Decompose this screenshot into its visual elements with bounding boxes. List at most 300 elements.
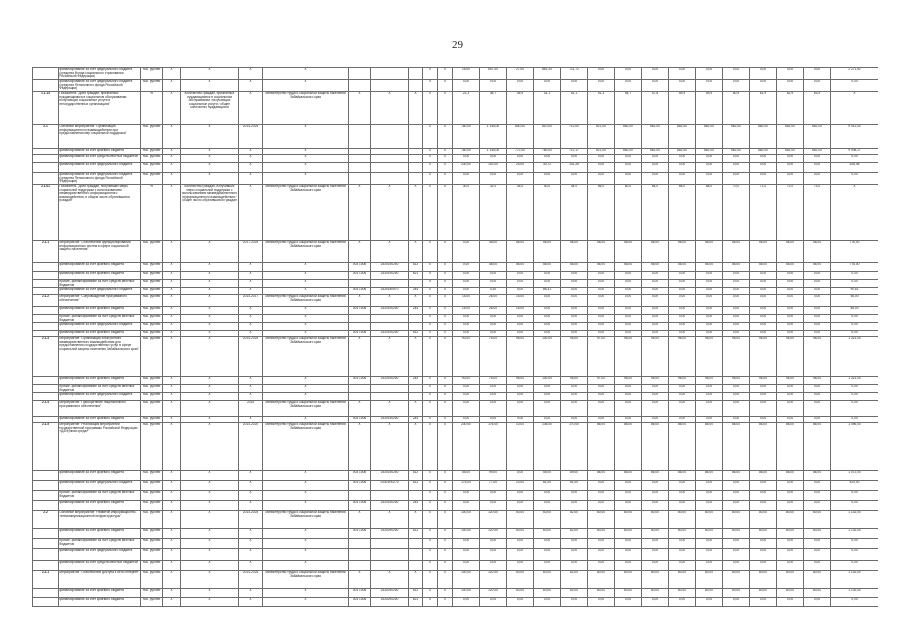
table-cell bbox=[263, 501, 349, 511]
table-cell bbox=[59, 295, 141, 307]
year-value: 82,00 bbox=[570, 511, 578, 514]
table-cell bbox=[561, 92, 588, 125]
table-cell bbox=[831, 561, 879, 571]
table-cell bbox=[263, 173, 349, 185]
formula-marker: Х bbox=[170, 68, 173, 71]
table-cell bbox=[349, 511, 371, 529]
table-cell bbox=[59, 337, 141, 377]
year-value: 51,1 bbox=[570, 92, 578, 95]
year-value: 0,00 bbox=[597, 173, 605, 176]
row-unit: % bbox=[150, 185, 153, 188]
table-cell bbox=[371, 173, 409, 185]
table-cell bbox=[33, 173, 59, 185]
table-cell bbox=[750, 377, 777, 385]
year-value: 80,00 bbox=[705, 511, 713, 514]
table-cell bbox=[723, 173, 750, 185]
year-value: 86,31 bbox=[543, 288, 551, 291]
table-cell bbox=[480, 155, 507, 163]
year-value: 0,00 bbox=[786, 501, 794, 504]
year-value: 682,00 bbox=[704, 149, 714, 152]
table-cell bbox=[831, 125, 879, 149]
executor-cell: Х bbox=[304, 385, 307, 388]
year-value: 80,00 bbox=[732, 529, 740, 532]
year-value: 95,00 bbox=[570, 377, 578, 380]
table-cell bbox=[181, 549, 239, 561]
kbk-expense-type: 244 bbox=[412, 417, 419, 420]
table-cell bbox=[59, 481, 141, 491]
row-unit: тыс. рублей bbox=[142, 80, 161, 83]
period-cell: 2014-2025 bbox=[242, 125, 259, 128]
kbk-section: 003 1006 bbox=[352, 481, 367, 484]
table-cell bbox=[480, 529, 507, 539]
year-value: 80,00 bbox=[759, 589, 767, 592]
table-cell bbox=[33, 68, 59, 80]
year-value: 0,00 bbox=[678, 323, 686, 326]
table-cell bbox=[349, 401, 371, 417]
table-row bbox=[33, 80, 879, 92]
table-cell bbox=[669, 539, 696, 549]
year-value: 0,00 bbox=[759, 163, 767, 166]
year-value: 80,00 bbox=[651, 511, 659, 514]
year-value: 0,00 bbox=[651, 323, 659, 326]
table-cell bbox=[588, 423, 615, 471]
year-value: 0,00 bbox=[786, 323, 794, 326]
table-cell bbox=[181, 272, 239, 280]
table-cell bbox=[263, 80, 349, 92]
total-value: 424,00 bbox=[849, 481, 860, 484]
year-value: 120,00 bbox=[488, 571, 498, 574]
year-value: 80,00 bbox=[759, 571, 767, 574]
year-value: 56,00 bbox=[624, 241, 632, 244]
table-cell bbox=[561, 280, 588, 288]
executor-cell: Министерство труда и социальной защиты населения Забайкальского края bbox=[265, 337, 346, 344]
row-number bbox=[33, 80, 58, 91]
row-unit: тыс. рублей bbox=[142, 549, 161, 552]
year-value: 0,00 bbox=[705, 417, 713, 420]
table-cell bbox=[239, 561, 263, 571]
table-cell bbox=[181, 68, 239, 80]
table-cell bbox=[409, 481, 423, 491]
kbk-expense-type: 612 bbox=[412, 589, 419, 592]
row-unit: тыс. рублей bbox=[142, 125, 161, 128]
table-cell bbox=[507, 481, 534, 491]
year-value: 0,00 bbox=[489, 80, 497, 83]
year-value: 96,00 bbox=[786, 337, 794, 340]
table-cell bbox=[723, 272, 750, 280]
table-cell bbox=[696, 241, 723, 263]
table-cell bbox=[750, 288, 777, 295]
table-cell bbox=[349, 241, 371, 263]
table-cell bbox=[588, 377, 615, 385]
year-value: 0,00 bbox=[624, 393, 632, 396]
table-cell bbox=[239, 272, 263, 280]
total-value: 1 321,00 bbox=[848, 337, 861, 340]
indicator-method: Х bbox=[208, 307, 211, 310]
table-cell bbox=[561, 589, 588, 598]
formula-marker: Х bbox=[170, 272, 173, 275]
year-value: 59,9 bbox=[705, 92, 713, 95]
year-value: 0,00 bbox=[705, 315, 713, 318]
formula-marker: Х bbox=[170, 511, 173, 514]
table-cell bbox=[409, 539, 423, 549]
table-cell bbox=[588, 173, 615, 185]
table-cell bbox=[453, 337, 480, 377]
table-cell bbox=[163, 288, 181, 295]
row-number: 2.1.5 bbox=[41, 423, 50, 426]
table-cell bbox=[777, 173, 804, 185]
indicator-method: Х bbox=[208, 393, 211, 396]
table-cell bbox=[642, 80, 669, 92]
table-cell bbox=[615, 471, 642, 481]
year-value: 96,00 bbox=[516, 337, 524, 340]
table-cell bbox=[804, 511, 831, 529]
year-value: 0,00 bbox=[732, 173, 740, 176]
year-value: 96,00 bbox=[813, 337, 821, 340]
table-cell bbox=[507, 125, 534, 149]
row-name: прочие, финансирование за счет средств местных бюджетов bbox=[59, 315, 135, 322]
year-value: 0,00 bbox=[489, 393, 497, 396]
year-value: 0,00 bbox=[516, 331, 524, 334]
table-cell bbox=[349, 471, 371, 481]
table-cell bbox=[163, 163, 181, 173]
kbk-expense-type: 612 bbox=[412, 263, 419, 266]
year-value: 0,00 bbox=[759, 549, 767, 552]
year-value: 0,00 bbox=[597, 272, 605, 275]
table-cell bbox=[615, 263, 642, 272]
row-number bbox=[33, 68, 58, 79]
table-cell bbox=[263, 393, 349, 401]
kbk-section: Х bbox=[358, 92, 361, 95]
marker-cell: Х bbox=[443, 295, 447, 298]
kbk-expense-type: 244 bbox=[412, 288, 419, 291]
kbk-expense-type bbox=[409, 80, 422, 91]
table-cell bbox=[163, 323, 181, 331]
table-cell bbox=[507, 571, 534, 589]
executor-cell: Х bbox=[304, 173, 307, 176]
year-value: 0,00 bbox=[570, 417, 578, 420]
kbk-expense-type: 612 bbox=[412, 529, 419, 532]
year-value: 0,00 bbox=[732, 385, 740, 388]
table-cell bbox=[561, 155, 588, 163]
year-value: 682,00 bbox=[758, 149, 768, 152]
table-cell bbox=[349, 125, 371, 149]
year-value: 90,00 bbox=[462, 337, 470, 340]
year-value: 0,00 bbox=[543, 272, 551, 275]
year-value: 0,00 bbox=[759, 561, 767, 564]
year-value: 0,00 bbox=[813, 315, 821, 318]
total-value: 1 321,00 bbox=[848, 377, 861, 380]
table-cell bbox=[163, 471, 181, 481]
table-cell bbox=[423, 539, 438, 549]
table-cell bbox=[723, 571, 750, 589]
table-cell bbox=[615, 315, 642, 323]
row-unit: тыс. рублей bbox=[142, 337, 161, 340]
table-cell bbox=[507, 163, 534, 173]
table-cell bbox=[615, 589, 642, 598]
kbk-section: 003 1006 bbox=[352, 501, 367, 504]
table-cell bbox=[409, 173, 423, 185]
table-cell bbox=[750, 471, 777, 481]
total-value: 0,00 bbox=[851, 549, 858, 552]
table-cell bbox=[561, 337, 588, 377]
year-value: 0,00 bbox=[462, 501, 470, 504]
row-unit: тыс. рублей bbox=[142, 539, 161, 542]
executor-cell: Х bbox=[304, 280, 307, 283]
year-value: 0,00 bbox=[597, 417, 605, 420]
kbk-section bbox=[349, 323, 370, 330]
marker-cell: Х bbox=[443, 149, 447, 152]
year-value: 0,00 bbox=[543, 307, 551, 310]
year-value: 0,00 bbox=[732, 80, 740, 83]
table-cell bbox=[642, 68, 669, 80]
table-cell bbox=[181, 539, 239, 549]
table-cell bbox=[750, 393, 777, 401]
row-unit: тыс. рублей bbox=[142, 377, 161, 380]
table-cell bbox=[33, 163, 59, 173]
period-cell: Х bbox=[249, 539, 252, 542]
year-value: 86,00 bbox=[813, 471, 821, 474]
year-value: 0,00 bbox=[786, 307, 794, 310]
table-cell bbox=[615, 481, 642, 491]
year-value: 682,00 bbox=[812, 149, 822, 152]
table-cell bbox=[750, 571, 777, 589]
formula-marker: Х bbox=[170, 401, 173, 404]
table-cell bbox=[239, 401, 263, 417]
executor-cell: Х bbox=[304, 501, 307, 504]
table-cell bbox=[561, 471, 588, 481]
year-value: 0,00 bbox=[813, 280, 821, 283]
table-cell bbox=[181, 280, 239, 288]
table-cell bbox=[453, 263, 480, 272]
year-value: 120,00 bbox=[488, 529, 498, 532]
table-cell bbox=[163, 529, 181, 539]
table-cell bbox=[588, 125, 615, 149]
year-value: 682,00 bbox=[650, 149, 660, 152]
table-cell bbox=[804, 423, 831, 471]
table-cell bbox=[561, 561, 588, 571]
table-cell bbox=[534, 589, 561, 598]
executor-cell: Х bbox=[304, 491, 307, 494]
row-name: Мероприятие "Организация электронного межведомственного взаимодействия для предоставления государственных услуг в сфере социальной защиты населения Забайкальского края" bbox=[59, 337, 139, 351]
table-cell bbox=[831, 549, 879, 561]
year-value: 51,3 bbox=[597, 92, 605, 95]
kbk-section bbox=[349, 385, 370, 392]
table-cell bbox=[453, 589, 480, 598]
table-cell bbox=[371, 529, 409, 539]
table-row bbox=[33, 295, 879, 307]
period-cell: Х bbox=[249, 323, 252, 326]
table-cell bbox=[33, 377, 59, 385]
table-cell bbox=[59, 163, 141, 173]
table-cell bbox=[480, 163, 507, 173]
year-value: 0,00 bbox=[705, 401, 713, 404]
table-cell bbox=[453, 423, 480, 471]
year-value: 86,00 bbox=[732, 423, 740, 426]
table-cell bbox=[409, 68, 423, 80]
year-value: 86,00 bbox=[759, 471, 767, 474]
total-value: 90,61 bbox=[850, 288, 859, 291]
table-cell bbox=[723, 125, 750, 149]
table-cell bbox=[239, 511, 263, 529]
table-cell bbox=[804, 68, 831, 80]
table-cell bbox=[33, 571, 59, 589]
year-value: 0,00 bbox=[705, 598, 713, 601]
table-cell bbox=[409, 280, 423, 288]
table-cell bbox=[453, 295, 480, 307]
marker-cell: Х bbox=[443, 385, 447, 388]
period-cell: Х bbox=[249, 598, 252, 601]
table-cell bbox=[59, 501, 141, 511]
table-cell bbox=[750, 163, 777, 173]
table-cell bbox=[141, 92, 163, 125]
kbk-expense-type: 612 bbox=[412, 331, 419, 334]
table-cell bbox=[141, 511, 163, 529]
row-number bbox=[33, 155, 58, 162]
indicator-method: Х bbox=[208, 529, 211, 532]
formula-marker: Х bbox=[170, 529, 173, 532]
year-value: 0,00 bbox=[462, 417, 470, 420]
year-value: 0,00 bbox=[516, 173, 524, 176]
table-cell bbox=[263, 272, 349, 280]
year-value: 682,00 bbox=[677, 149, 687, 152]
year-value: 120,00 bbox=[488, 589, 498, 592]
year-value: 0,00 bbox=[462, 323, 470, 326]
table-cell bbox=[453, 307, 480, 315]
formula-marker: Х bbox=[170, 149, 173, 152]
marker-cell: Х bbox=[443, 561, 447, 564]
table-cell bbox=[59, 288, 141, 295]
year-value: 56,00 bbox=[705, 241, 713, 244]
table-cell bbox=[349, 423, 371, 471]
table-cell bbox=[181, 155, 239, 163]
formula-marker: Х bbox=[170, 561, 173, 564]
indicator-method: Х bbox=[208, 323, 211, 326]
year-value: 0,00 bbox=[543, 323, 551, 326]
table-cell bbox=[588, 315, 615, 323]
kbk-section: Х bbox=[358, 423, 361, 426]
year-value: 0,00 bbox=[570, 323, 578, 326]
table-cell bbox=[723, 377, 750, 385]
year-value: 86,00 bbox=[651, 471, 659, 474]
table-cell bbox=[453, 561, 480, 571]
table-cell bbox=[263, 288, 349, 295]
table-cell bbox=[750, 155, 777, 163]
table-cell bbox=[750, 385, 777, 393]
table-cell bbox=[438, 549, 453, 561]
table-cell bbox=[480, 92, 507, 125]
table-cell bbox=[141, 295, 163, 307]
table-cell bbox=[507, 280, 534, 288]
table-cell bbox=[588, 393, 615, 401]
year-value: 56,00 bbox=[543, 263, 551, 266]
table-cell bbox=[480, 288, 507, 295]
table-cell bbox=[349, 68, 371, 80]
year-value: 0,00 bbox=[570, 80, 578, 83]
table-cell bbox=[561, 173, 588, 185]
table-cell bbox=[696, 471, 723, 481]
table-cell bbox=[181, 393, 239, 401]
kbk-section bbox=[349, 163, 370, 172]
row-number bbox=[33, 272, 58, 279]
year-value: 26,00 bbox=[489, 307, 497, 310]
table-row bbox=[33, 377, 879, 385]
year-value: 102,00 bbox=[488, 163, 498, 166]
year-value: 682,00 bbox=[677, 125, 687, 128]
table-cell bbox=[438, 481, 453, 491]
kbk-section: 003 1006 bbox=[352, 288, 367, 291]
period-cell: Х bbox=[249, 173, 252, 176]
year-value: 0,00 bbox=[651, 549, 659, 552]
table-cell bbox=[33, 323, 59, 331]
year-value: 96,00 bbox=[678, 377, 686, 380]
year-value: 0,00 bbox=[732, 272, 740, 275]
table-cell bbox=[696, 80, 723, 92]
year-value: 99,00 bbox=[489, 471, 497, 474]
kbk-expense-type bbox=[409, 539, 422, 548]
executor-cell: Х bbox=[304, 323, 307, 326]
kbk-target-article: 2430290250 bbox=[380, 598, 399, 601]
kbk-expense-type: Х bbox=[414, 295, 417, 298]
year-value: 82,00 bbox=[570, 571, 578, 574]
year-value: 0,00 bbox=[651, 385, 659, 388]
table-cell bbox=[438, 125, 453, 149]
table-cell bbox=[777, 571, 804, 589]
marker-cell: Х bbox=[428, 511, 432, 514]
marker-cell: Х bbox=[443, 417, 447, 420]
table-cell bbox=[777, 481, 804, 491]
row-unit: тыс. рублей bbox=[142, 263, 161, 266]
table-row bbox=[33, 163, 879, 173]
table-cell bbox=[163, 549, 181, 561]
table-cell bbox=[831, 529, 879, 539]
table-cell bbox=[831, 491, 879, 501]
table-cell bbox=[561, 549, 588, 561]
year-value: 0,00 bbox=[759, 598, 767, 601]
table-cell bbox=[263, 68, 349, 80]
table-cell bbox=[831, 173, 879, 185]
year-value: 56,00 bbox=[570, 241, 578, 244]
year-value: 0,00 bbox=[543, 561, 551, 564]
table-cell bbox=[423, 155, 438, 163]
kbk-expense-type bbox=[409, 125, 422, 148]
table-cell bbox=[371, 272, 409, 280]
table-cell bbox=[438, 598, 453, 607]
table-cell bbox=[371, 288, 409, 295]
row-unit: тыс. рублей bbox=[142, 331, 161, 334]
table-cell bbox=[33, 539, 59, 549]
row-name: финансирование за счет краевого бюджета bbox=[59, 149, 124, 152]
table-cell bbox=[438, 68, 453, 80]
marker-cell: Х bbox=[428, 471, 432, 474]
table-cell bbox=[696, 529, 723, 539]
table-cell bbox=[507, 337, 534, 377]
table-cell bbox=[181, 241, 239, 263]
table-cell bbox=[371, 307, 409, 315]
row-unit: тыс. рублей bbox=[142, 385, 161, 388]
table-cell bbox=[239, 377, 263, 385]
table-cell bbox=[33, 80, 59, 92]
year-value: 30,0 bbox=[462, 185, 470, 188]
table-cell bbox=[669, 185, 696, 241]
year-value: 80,00 bbox=[597, 511, 605, 514]
year-value: 0,00 bbox=[759, 315, 767, 318]
table-cell bbox=[696, 511, 723, 529]
year-value: 0,00 bbox=[813, 501, 821, 504]
table-cell bbox=[777, 295, 804, 307]
marker-cell: Х bbox=[428, 598, 432, 601]
marker-cell: Х bbox=[428, 68, 432, 71]
row-unit: тыс. рублей bbox=[142, 288, 161, 291]
